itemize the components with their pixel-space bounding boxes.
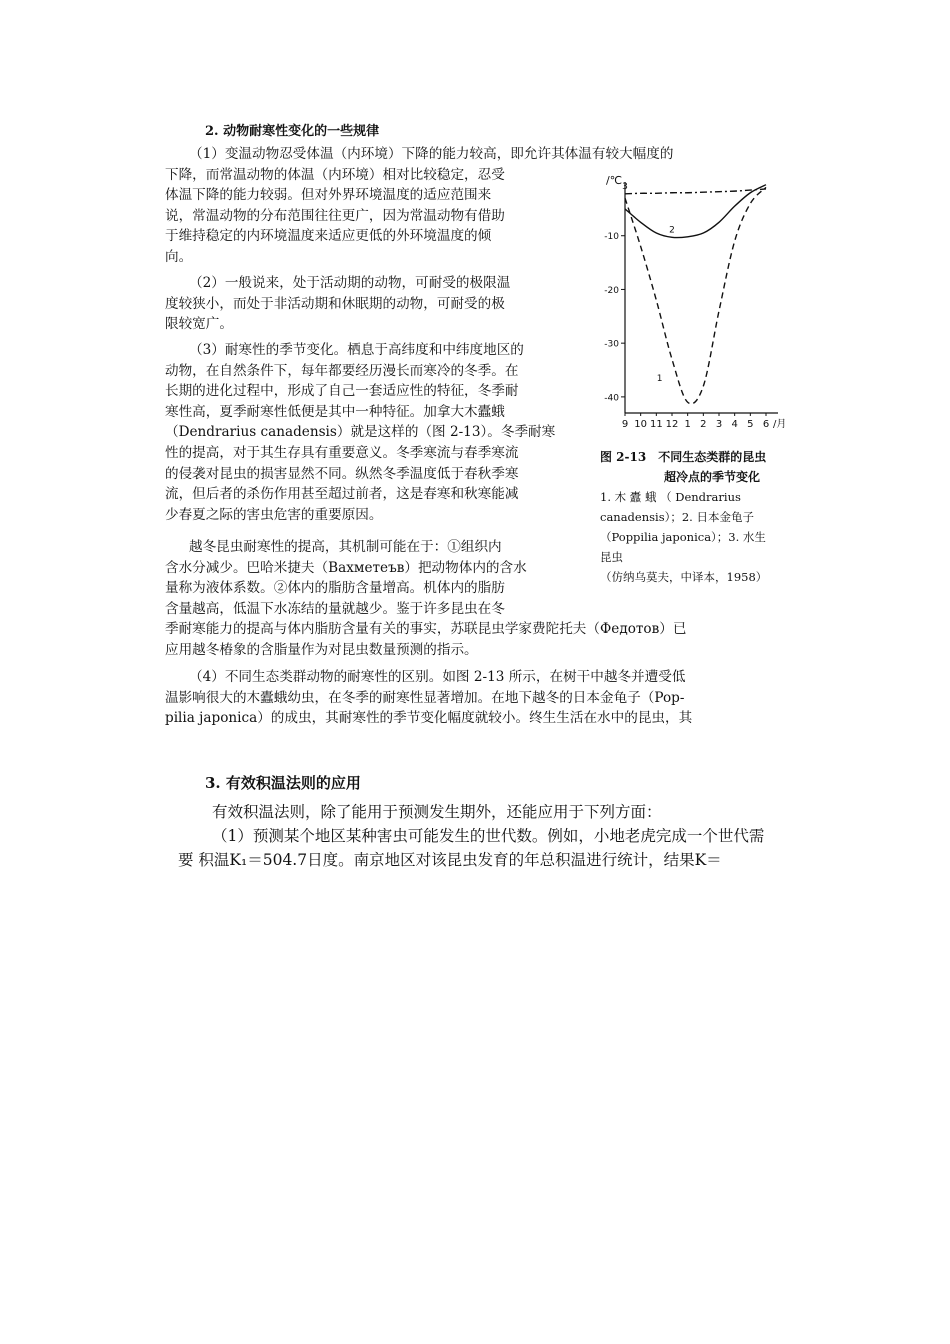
text-line: 动物，在自然条件下，每年都要经历漫长而寒冷的冬季。在 [165,362,519,379]
text-line: 度较狭小，而处于非活动期和休眠期的动物，可耐受的极 [165,295,505,312]
figure-legend-line: （Poppilia japonica）；3. 水生 [600,530,766,544]
text-line: （1）变温动物忍受体温（内环境）下降的能力较高，即允许其体温有较大幅度的 [189,146,674,162]
text-line: 流，但后者的杀伤作用甚至超过前者，这是春寒和秋寒能减 [165,486,519,503]
series-1-line [625,187,766,403]
text-line: 含量越高，低温下水冻结的量就越少。鉴于许多昆虫在冬 [165,600,505,617]
text-line: 温影响很大的木蠹蛾幼虫，在冬季的耐寒性显著增加。在地下越冬的日本金龟子（Pop- [165,689,685,706]
text-line: 性的提高，对于其生存具有重要意义。冬季寒流与春季寒流 [165,444,519,461]
series-3-label: 3 [622,181,628,192]
text-line: 含水分减少。巴哈米捷夫（Вахметеъв）把动物体内的含水 [165,559,527,576]
section-2-heading: 2. 动物耐寒性变化的一些规律 [205,124,380,139]
x-tick-label: 3 [715,419,723,430]
paragraph-1 [165,144,673,268]
y-tick-label: -10 [604,232,619,243]
text-line: 寒性高，夏季耐寒性低便是其中一种特征。加拿大木蠹蛾 [165,403,505,420]
text-line: 体温下降的能力较弱。但对外界环境温度的适应范围来 [165,187,492,204]
paragraph-5 [165,667,692,729]
x-tick-label: 6 [762,419,770,430]
x-tick-label: 12 [665,419,679,430]
series-2-label: 2 [669,225,675,236]
text-line: 量称为液体系数。②体内的脂肪含量增高。机体内的脂肪 [165,580,505,597]
text-line: （2）一般说来，处于活动期的动物，可耐受的极限温 [189,275,511,291]
text-line: 季耐寒能力的提高与体内脂肪含量有关的事实，苏联昆虫学家费陀托夫（Федотов）已 [165,621,687,638]
text-line: 要 积温K₁＝504.7日度。南京地区对该昆虫发育的年总积温进行统计，结果K＝ [178,851,722,869]
text-line: pilia japonica）的成虫，其耐寒性的季节变化幅度就较小。终生生活在水中的昆虫，其 [165,710,693,727]
x-tick-label: 11 [649,419,663,430]
x-tick-label: 9 [621,419,629,430]
section-3-body [178,800,764,872]
text-line: （3）耐寒性的季节变化。栖息于高纬度和中纬度地区的 [189,342,524,358]
section-3-heading: 3. 有效积温法则的应用 [205,774,361,792]
series-3-line [625,189,766,194]
y-tick-label: -20 [604,285,619,296]
x-axis-unit: /月 [773,419,787,430]
text-line: 少春夏之际的害虫危害的重要原因。 [165,506,383,523]
figure-source: （仿纳乌莫夫，中译本，1958） [600,570,768,584]
paragraph-3 [165,340,555,525]
text-line: （Dendrarius canadensis）就是这样的（图 2-13）。冬季耐寒 [165,424,556,441]
x-tick-label: 4 [731,419,738,430]
x-tick-label: 10 [634,419,648,430]
text-line: 向。 [165,248,193,265]
figure-legend-line: 1. 木 蠹 蛾 （ Dendrarius [600,490,741,504]
figure-legend-line: 昆虫 [600,550,623,564]
y-tick-label: -40 [604,393,619,404]
text-line: 限较宽广。 [165,316,233,333]
y-tick-label: -30 [604,339,619,350]
x-tick-label: 2 [700,419,707,430]
text-line: 于维持稳定的内环境温度来适应更低的外环境温度的倾 [165,228,492,245]
x-tick-label: 1 [684,419,691,430]
text-line: 长期的进化过程中，形成了自己一套适应性的特征，冬季耐 [165,383,519,400]
text-line: （1）预测某个地区某种害虫可能发生的世代数。例如，小地老虎完成一个世代需 [212,827,765,845]
text-line: 有效积温法则，除了能用于预测发生期外，还能应用于下列方面： [212,803,662,821]
y-axis-label: /℃ [606,174,623,187]
text-line: （4）不同生态类群动物的耐寒性的区别。如图 2-13 所示，在树干中越冬并遭受低 [189,669,686,685]
figure-2-13-chart [600,170,790,440]
figure-title-line-1: 图 2-13 不同生态类群的昆虫 [600,450,767,464]
x-tick-label: 5 [747,419,754,430]
text-line: 的侵袭对昆虫的损害显然不同。纵然冬季温度低于春秋季寒 [165,465,519,482]
text-line: 应用越冬椿象的含脂量作为对昆虫数量预测的指示。 [165,641,478,658]
figure-legend-line: canadensis）；2. 日本金龟子 [600,510,754,524]
text-line: 下降，而常温动物的体温（内环境）相对比较稳定，忍受 [165,166,505,183]
paragraph-2 [165,273,510,335]
text-line: 说，常温动物的分布范围往往更广，因为常温动物有借助 [165,207,505,224]
text-line: 越冬昆虫耐寒性的提高，其机制可能在于：①组织内 [189,539,502,555]
figure-title-line-2: 超冷点的季节变化 [664,470,761,484]
figure-caption [600,447,767,587]
series-1-label: 1 [656,373,663,384]
